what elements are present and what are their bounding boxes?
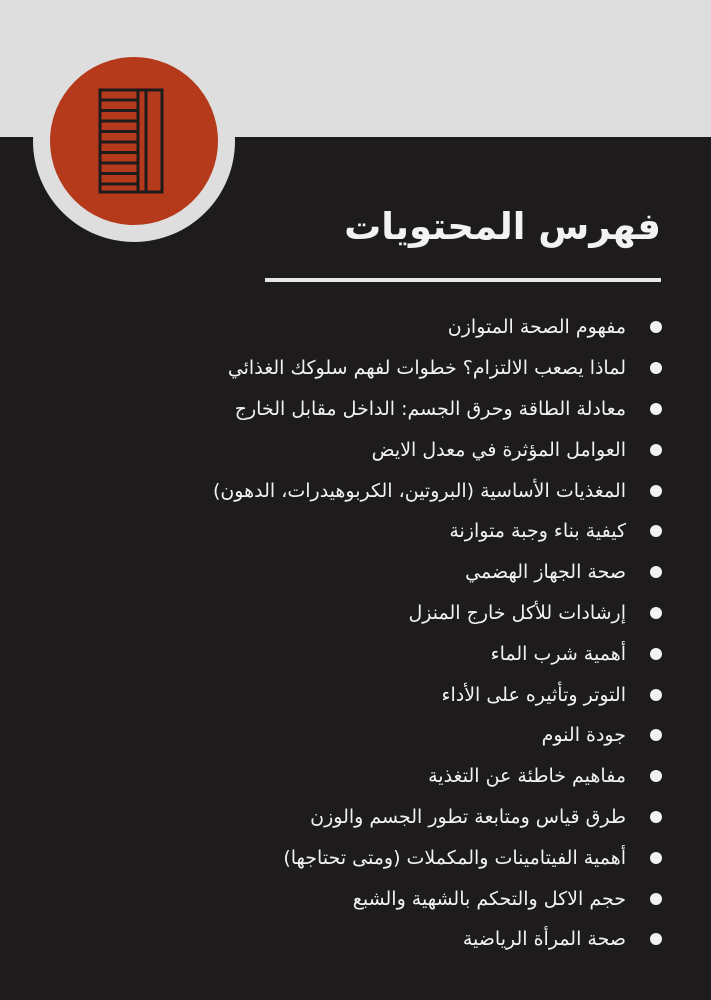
bullet-icon — [650, 525, 662, 537]
bullet-icon — [650, 893, 662, 905]
toc-item[interactable] — [102, 878, 662, 919]
bullet-icon — [650, 607, 662, 619]
bullet-icon — [650, 852, 662, 864]
toc-item-label: العوامل المؤثرة في معدل الايض — [371, 438, 626, 461]
bullet-icon — [650, 648, 662, 660]
toc-item[interactable] — [102, 511, 662, 552]
toc-item[interactable] — [102, 633, 662, 674]
toc-item[interactable] — [102, 919, 662, 960]
toc-item-label: إرشادات للأكل خارج المنزل — [408, 601, 626, 624]
toc-item-label: صحة المرأة الرياضية — [462, 928, 626, 951]
toc-item-label: معادلة الطاقة وحرق الجسم: الداخل مقابل الخارج — [234, 397, 626, 420]
table-of-contents — [102, 307, 662, 960]
toc-item[interactable] — [102, 389, 662, 430]
toc-item[interactable] — [102, 429, 662, 470]
title-divider — [265, 278, 661, 282]
bullet-icon — [650, 811, 662, 823]
bullet-icon — [650, 770, 662, 782]
toc-item-label: أهمية شرب الماء — [490, 642, 626, 665]
toc-item[interactable] — [102, 797, 662, 838]
toc-item-label: حجم الاكل والتحكم بالشهية والشبع — [352, 887, 626, 910]
toc-item[interactable] — [102, 552, 662, 593]
document-index-icon — [98, 88, 170, 194]
bullet-icon — [650, 321, 662, 333]
toc-item[interactable] — [102, 715, 662, 756]
toc-item-label: أهمية الفيتامينات والمكملات (ومتى تحتاجها) — [283, 846, 626, 869]
toc-item[interactable] — [102, 307, 662, 348]
toc-item-label: جودة النوم — [541, 724, 626, 747]
bullet-icon — [650, 444, 662, 456]
toc-item[interactable] — [102, 674, 662, 715]
toc-item-label: طرق قياس ومتابعة تطور الجسم والوزن — [310, 805, 626, 828]
toc-item[interactable] — [102, 470, 662, 511]
toc-item-label: التوتر وتأثيره على الأداء — [441, 683, 626, 706]
toc-item-label: المغذيات الأساسية (البروتين، الكربوهيدرات، الدهون) — [212, 479, 626, 502]
bullet-icon — [650, 485, 662, 497]
toc-item[interactable] — [102, 348, 662, 389]
bullet-icon — [650, 566, 662, 578]
bullet-icon — [650, 403, 662, 415]
toc-item-label: كيفية بناء وجبة متوازنة — [449, 520, 626, 543]
bullet-icon — [650, 729, 662, 741]
toc-item[interactable] — [102, 756, 662, 797]
bullet-icon — [650, 933, 662, 945]
header-badge — [50, 57, 218, 225]
toc-item-label: مفاهيم خاطئة عن التغذية — [428, 765, 626, 788]
toc-item-label: لماذا يصعب الالتزام؟ خطوات لفهم سلوكك الغذائي — [227, 357, 626, 380]
toc-item-label: صحة الجهاز الهضمي — [465, 561, 626, 584]
bullet-icon — [650, 689, 662, 701]
bullet-icon — [650, 362, 662, 374]
toc-item[interactable] — [102, 593, 662, 634]
toc-item[interactable] — [102, 837, 662, 878]
toc-item-label: مفهوم الصحة المتوازن — [447, 316, 626, 339]
page-title: فهرس المحتويات — [344, 205, 661, 248]
